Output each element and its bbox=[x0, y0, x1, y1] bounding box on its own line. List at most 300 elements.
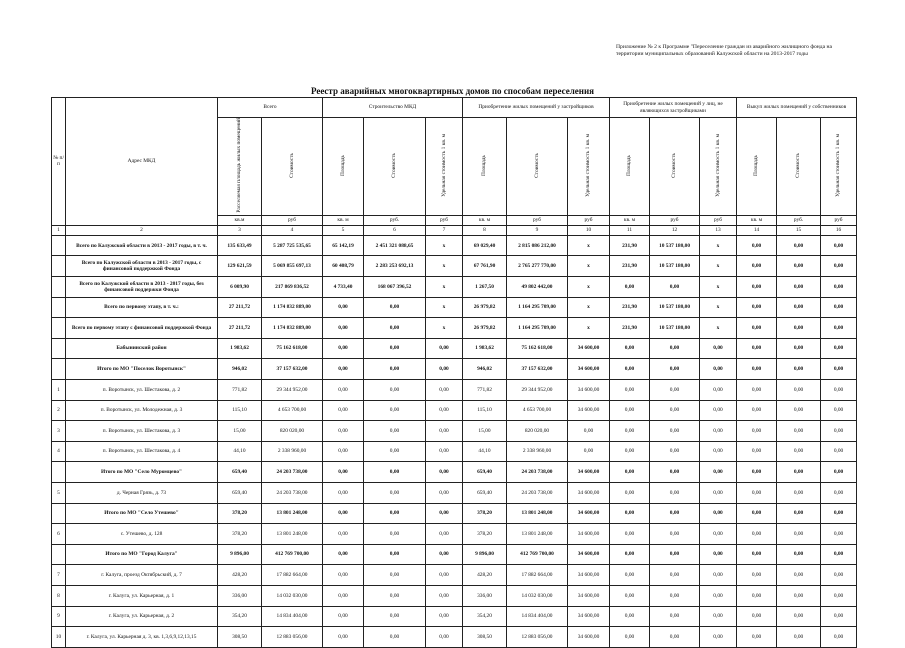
value-cell: 0,00 bbox=[364, 441, 426, 462]
value-cell: 129 621,59 bbox=[218, 256, 262, 277]
value-cell: 0,00 bbox=[323, 338, 364, 359]
value-cell: 0,00 bbox=[650, 400, 700, 421]
row-address: г. Калуга, ул. Карьерная, д. 1 bbox=[66, 585, 218, 606]
row-number bbox=[52, 544, 66, 565]
value-cell: 0,00 bbox=[426, 338, 463, 359]
subheader-developers-area-label: Площадь bbox=[481, 154, 488, 176]
subheader-construction-unit-cost bbox=[426, 118, 463, 216]
row-number bbox=[52, 318, 66, 339]
value-cell: 0,00 bbox=[700, 379, 737, 400]
value-cell: 820 020,00 bbox=[262, 421, 323, 442]
subheader-construction-area bbox=[323, 118, 364, 216]
value-cell: 34 600,00 bbox=[568, 379, 610, 400]
summary-row bbox=[52, 277, 857, 298]
value-cell: 0,00 bbox=[323, 318, 364, 339]
subheader-total-area-label: Расселяемая площадь жилых помещений bbox=[236, 118, 243, 213]
row-address: Всего по Калужской области в 2013 - 2017 годы, с финансовой поддержкой Фонда bbox=[66, 256, 218, 277]
value-cell: 0,00 bbox=[323, 565, 364, 586]
row-address: Всего по первому этапу с финансовой поддержкой Фонда bbox=[66, 318, 218, 339]
value-cell: 0,00 bbox=[737, 627, 777, 648]
value-cell: 0,00 bbox=[650, 585, 700, 606]
subheader-non-developers-unit-cost-label: Удельная стоимость 1 кв. м bbox=[714, 133, 721, 197]
value-cell: 0,00 bbox=[323, 400, 364, 421]
value-cell: 0,00 bbox=[323, 379, 364, 400]
value-cell: 0,00 bbox=[650, 277, 700, 298]
value-cell: 0,00 bbox=[364, 606, 426, 627]
value-cell: 37 157 632,00 bbox=[262, 359, 323, 380]
subheader-non-developers-cost-label: Стоимость bbox=[671, 152, 678, 178]
value-cell: 0,00 bbox=[777, 565, 821, 586]
value-cell: 0,00 bbox=[777, 297, 821, 318]
subheader-buyout-area-label: Площадь bbox=[753, 154, 760, 176]
unit-cell: руб bbox=[700, 215, 737, 225]
value-cell: 13 801 248,00 bbox=[262, 524, 323, 545]
row-address: Итого по МО "Поселок Воротынск" bbox=[66, 359, 218, 380]
value-cell: 75 162 618,00 bbox=[507, 338, 568, 359]
value-cell: 0,00 bbox=[700, 606, 737, 627]
row-address: Всего по первому этапу, в т. ч.: bbox=[66, 297, 218, 318]
value-cell: 217 869 836,52 bbox=[262, 277, 323, 298]
row-number: 1 bbox=[52, 379, 66, 400]
subheader-developers-unit-cost bbox=[568, 118, 610, 216]
row-number: 8 bbox=[52, 585, 66, 606]
value-cell: 2 815 086 212,00 bbox=[507, 235, 568, 256]
row-number: 4 bbox=[52, 441, 66, 462]
value-cell: 0,00 bbox=[737, 462, 777, 483]
row-address: Итого по МО "Город Калуга" bbox=[66, 544, 218, 565]
value-cell: 15,00 bbox=[463, 421, 507, 442]
table-row bbox=[52, 482, 857, 503]
value-cell: 24 203 738,00 bbox=[262, 482, 323, 503]
value-cell: 0,00 bbox=[323, 482, 364, 503]
column-number-cell: 7 bbox=[426, 225, 463, 235]
value-cell: 0,00 bbox=[777, 606, 821, 627]
value-cell: 231,90 bbox=[610, 297, 650, 318]
value-cell: 0,00 bbox=[821, 585, 857, 606]
value-cell: 0,00 bbox=[737, 503, 777, 524]
value-cell: 0,00 bbox=[777, 524, 821, 545]
value-cell: 1 164 295 709,00 bbox=[507, 297, 568, 318]
value-cell: х bbox=[568, 297, 610, 318]
value-cell: 0,00 bbox=[426, 544, 463, 565]
subheader-total-cost-label: Стоимость bbox=[288, 152, 295, 178]
value-cell: 0,00 bbox=[364, 318, 426, 339]
subheader-non-developers-area bbox=[610, 118, 650, 216]
unit-cell: кв. м bbox=[610, 215, 650, 225]
column-number-cell: 1 bbox=[52, 225, 66, 235]
value-cell: 24 203 738,00 bbox=[507, 462, 568, 483]
value-cell: 0,00 bbox=[821, 524, 857, 545]
value-cell: 659,40 bbox=[463, 462, 507, 483]
value-cell: 34 600,00 bbox=[568, 544, 610, 565]
value-cell: 60 408,79 bbox=[323, 256, 364, 277]
value-cell: 412 769 700,00 bbox=[262, 544, 323, 565]
row-number: 6 bbox=[52, 524, 66, 545]
unit-cell: кв. м bbox=[463, 215, 507, 225]
value-cell: 0,00 bbox=[737, 400, 777, 421]
summary-row bbox=[52, 462, 857, 483]
value-cell: 0,00 bbox=[364, 359, 426, 380]
value-cell: 0,00 bbox=[610, 585, 650, 606]
row-address: Итого по МО "Село Муромцево" bbox=[66, 462, 218, 483]
value-cell: 1 267,50 bbox=[463, 277, 507, 298]
value-cell: 26 979,82 bbox=[463, 318, 507, 339]
column-number-cell: 9 bbox=[507, 225, 568, 235]
value-cell: 0,00 bbox=[426, 524, 463, 545]
value-cell: 0,00 bbox=[777, 585, 821, 606]
value-cell: 0,00 bbox=[364, 297, 426, 318]
summary-row bbox=[52, 235, 857, 256]
row-address: г. Калуга, проезд Октябрьский, д. 7 bbox=[66, 565, 218, 586]
unit-cell: руб bbox=[262, 215, 323, 225]
value-cell: 0,00 bbox=[737, 524, 777, 545]
value-cell: 0,00 bbox=[737, 482, 777, 503]
row-number bbox=[52, 235, 66, 256]
value-cell: 0,00 bbox=[821, 297, 857, 318]
value-cell: 0,00 bbox=[777, 277, 821, 298]
value-cell: х bbox=[700, 297, 737, 318]
value-cell: 0,00 bbox=[650, 524, 700, 545]
value-cell: 0,00 bbox=[364, 400, 426, 421]
value-cell: х bbox=[426, 297, 463, 318]
value-cell: 0,00 bbox=[700, 585, 737, 606]
value-cell: 0,00 bbox=[821, 256, 857, 277]
value-cell: 0,00 bbox=[700, 441, 737, 462]
value-cell: х bbox=[426, 277, 463, 298]
subheader-developers-area bbox=[463, 118, 507, 216]
value-cell: 0,00 bbox=[426, 606, 463, 627]
value-cell: 26 979,82 bbox=[463, 297, 507, 318]
row-number bbox=[52, 297, 66, 318]
summary-row bbox=[52, 338, 857, 359]
unit-cell: руб. bbox=[777, 215, 821, 225]
value-cell: 34 600,00 bbox=[568, 338, 610, 359]
value-cell: 0,00 bbox=[610, 338, 650, 359]
subheader-buyout-unit-cost bbox=[821, 118, 857, 216]
value-cell: 29 344 952,00 bbox=[507, 379, 568, 400]
table-row bbox=[52, 421, 857, 442]
value-cell: 0,00 bbox=[426, 462, 463, 483]
value-cell: х bbox=[426, 235, 463, 256]
value-cell: 0,00 bbox=[568, 421, 610, 442]
value-cell: 0,00 bbox=[821, 565, 857, 586]
value-cell: х bbox=[700, 318, 737, 339]
value-cell: 231,90 bbox=[610, 256, 650, 277]
page-title: Реестр аварийных многоквартирных домов по способам переселения bbox=[310, 86, 595, 96]
value-cell: 0,00 bbox=[426, 421, 463, 442]
row-address: д. Черная Грязь, д. 73 bbox=[66, 482, 218, 503]
column-number-cell: 12 bbox=[650, 225, 700, 235]
value-cell: 14 834 404,00 bbox=[262, 606, 323, 627]
value-cell: 0,00 bbox=[700, 338, 737, 359]
value-cell: 0,00 bbox=[737, 318, 777, 339]
row-number: 10 bbox=[52, 627, 66, 648]
value-cell: 27 211,72 bbox=[218, 297, 262, 318]
table-row bbox=[52, 585, 857, 606]
value-cell: 0,00 bbox=[821, 421, 857, 442]
subheader-construction-cost-label: Стоимость bbox=[391, 152, 398, 178]
header-num: № п/п bbox=[52, 98, 66, 226]
row-number bbox=[52, 338, 66, 359]
value-cell: 0,00 bbox=[364, 462, 426, 483]
summary-row bbox=[52, 544, 857, 565]
row-number bbox=[52, 359, 66, 380]
value-cell: 0,00 bbox=[323, 441, 364, 462]
value-cell: 10 537 180,00 bbox=[650, 256, 700, 277]
value-cell: 0,00 bbox=[777, 544, 821, 565]
value-cell: 0,00 bbox=[323, 544, 364, 565]
value-cell: 0,00 bbox=[650, 441, 700, 462]
value-cell: 1 983,62 bbox=[218, 338, 262, 359]
value-cell: 308,50 bbox=[463, 627, 507, 648]
value-cell: 115,10 bbox=[218, 400, 262, 421]
subheader-total-cost bbox=[262, 118, 323, 216]
value-cell: 0,00 bbox=[323, 297, 364, 318]
summary-row bbox=[52, 256, 857, 277]
unit-cell: руб bbox=[568, 215, 610, 225]
unit-cell: кв. м bbox=[323, 215, 364, 225]
value-cell: 0,00 bbox=[323, 421, 364, 442]
value-cell: 378,20 bbox=[463, 503, 507, 524]
value-cell: 0,00 bbox=[737, 606, 777, 627]
unit-cell: руб. bbox=[364, 215, 426, 225]
row-address: п. Воротынск, ул. Молодежная, д. 3 bbox=[66, 400, 218, 421]
table-row bbox=[52, 524, 857, 545]
value-cell: 308,50 bbox=[218, 627, 262, 648]
value-cell: 0,00 bbox=[821, 338, 857, 359]
row-number: 7 bbox=[52, 565, 66, 586]
row-address: Всего по Калужской области в 2013 - 2017 годы, в т. ч. bbox=[66, 235, 218, 256]
value-cell: 34 600,00 bbox=[568, 462, 610, 483]
subheader-developers-cost-label: Стоимость bbox=[533, 152, 540, 178]
value-cell: 0,00 bbox=[364, 482, 426, 503]
value-cell: 69 029,40 bbox=[463, 235, 507, 256]
value-cell: 0,00 bbox=[821, 379, 857, 400]
value-cell: 0,00 bbox=[700, 421, 737, 442]
value-cell: 49 802 442,00 bbox=[507, 277, 568, 298]
value-cell: 6 009,90 bbox=[218, 277, 262, 298]
row-number bbox=[52, 256, 66, 277]
value-cell: 0,00 bbox=[700, 482, 737, 503]
column-number-cell: 16 bbox=[821, 225, 857, 235]
value-cell: 0,00 bbox=[700, 400, 737, 421]
value-cell: 0,00 bbox=[777, 235, 821, 256]
value-cell: 0,00 bbox=[610, 544, 650, 565]
value-cell: 231,90 bbox=[610, 318, 650, 339]
value-cell: 0,00 bbox=[610, 462, 650, 483]
value-cell: 1 164 295 709,00 bbox=[507, 318, 568, 339]
value-cell: 0,00 bbox=[650, 421, 700, 442]
value-cell: 0,00 bbox=[777, 338, 821, 359]
value-cell: х bbox=[568, 235, 610, 256]
value-cell: 34 600,00 bbox=[568, 503, 610, 524]
group-construction: Строительство МКД bbox=[323, 98, 463, 118]
value-cell: 0,00 bbox=[737, 565, 777, 586]
value-cell: х bbox=[568, 256, 610, 277]
value-cell: 0,00 bbox=[650, 544, 700, 565]
column-number-cell: 15 bbox=[777, 225, 821, 235]
value-cell: 0,00 bbox=[323, 462, 364, 483]
value-cell: 0,00 bbox=[426, 379, 463, 400]
value-cell: 9 896,00 bbox=[218, 544, 262, 565]
value-cell: 67 761,90 bbox=[463, 256, 507, 277]
value-cell: 44,10 bbox=[218, 441, 262, 462]
value-cell: 1 174 832 889,00 bbox=[262, 297, 323, 318]
value-cell: 34 600,00 bbox=[568, 400, 610, 421]
value-cell: 2 765 277 770,00 bbox=[507, 256, 568, 277]
value-cell: 0,00 bbox=[821, 482, 857, 503]
column-number-cell: 8 bbox=[463, 225, 507, 235]
value-cell: 0,00 bbox=[777, 462, 821, 483]
value-cell: 65 142,19 bbox=[323, 235, 364, 256]
registry-table bbox=[51, 97, 857, 648]
value-cell: 2 451 321 088,65 bbox=[364, 235, 426, 256]
subheader-buyout-area bbox=[737, 118, 777, 216]
value-cell: 0,00 bbox=[364, 627, 426, 648]
value-cell: 17 882 664,00 bbox=[507, 565, 568, 586]
value-cell: 231,90 bbox=[610, 235, 650, 256]
value-cell: 0,00 bbox=[777, 503, 821, 524]
value-cell: 0,00 bbox=[777, 359, 821, 380]
value-cell: 34 600,00 bbox=[568, 606, 610, 627]
value-cell: 0,00 bbox=[777, 441, 821, 462]
value-cell: 0,00 bbox=[426, 627, 463, 648]
value-cell: 75 162 618,00 bbox=[262, 338, 323, 359]
value-cell: 37 157 632,00 bbox=[507, 359, 568, 380]
value-cell: 412 769 700,00 bbox=[507, 544, 568, 565]
value-cell: 15,00 bbox=[218, 421, 262, 442]
value-cell: 0,00 bbox=[821, 462, 857, 483]
subheader-buyout-cost-label: Стоимость bbox=[795, 152, 802, 178]
value-cell: 5 069 855 697,13 bbox=[262, 256, 323, 277]
value-cell: 2 283 253 692,13 bbox=[364, 256, 426, 277]
value-cell: 0,00 bbox=[650, 606, 700, 627]
unit-cell: кв. м bbox=[737, 215, 777, 225]
value-cell: 1 983,62 bbox=[463, 338, 507, 359]
header-address: Адрес МКД bbox=[66, 98, 218, 226]
value-cell: 0,00 bbox=[568, 441, 610, 462]
value-cell: 0,00 bbox=[737, 585, 777, 606]
value-cell: 27 211,72 bbox=[218, 318, 262, 339]
table-row bbox=[52, 400, 857, 421]
value-cell: 771,82 bbox=[218, 379, 262, 400]
value-cell: 659,40 bbox=[218, 462, 262, 483]
row-number: 2 bbox=[52, 400, 66, 421]
value-cell: х bbox=[426, 318, 463, 339]
value-cell: 0,00 bbox=[737, 338, 777, 359]
value-cell: 0,00 bbox=[323, 503, 364, 524]
value-cell: 0,00 bbox=[650, 627, 700, 648]
value-cell: 1 174 832 889,00 bbox=[262, 318, 323, 339]
subheader-buyout-cost bbox=[777, 118, 821, 216]
value-cell: 0,00 bbox=[364, 379, 426, 400]
value-cell: 0,00 bbox=[610, 606, 650, 627]
value-cell: 378,20 bbox=[218, 503, 262, 524]
row-address: г. Калуга, ул. Карьерная д. 3, кв. 1,3,6,9,12,13,15 bbox=[66, 627, 218, 648]
value-cell: 946,02 bbox=[218, 359, 262, 380]
group-buyout: Выкуп жилых помещений у собственников bbox=[737, 98, 857, 118]
value-cell: 0,00 bbox=[650, 565, 700, 586]
value-cell: 659,40 bbox=[218, 482, 262, 503]
row-number bbox=[52, 277, 66, 298]
row-address: Всего по Калужской области в 2013 - 2017 годы, без финансовой поддержки Фонда bbox=[66, 277, 218, 298]
value-cell: 0,00 bbox=[610, 565, 650, 586]
subheader-non-developers-unit-cost bbox=[700, 118, 737, 216]
value-cell: 0,00 bbox=[323, 627, 364, 648]
row-address: Бабынинский район bbox=[66, 338, 218, 359]
table-row bbox=[52, 606, 857, 627]
summary-row bbox=[52, 503, 857, 524]
value-cell: 12 883 056,00 bbox=[507, 627, 568, 648]
value-cell: 428,20 bbox=[463, 565, 507, 586]
value-cell: 29 344 952,00 bbox=[262, 379, 323, 400]
value-cell: 0,00 bbox=[610, 400, 650, 421]
value-cell: 354,20 bbox=[218, 606, 262, 627]
value-cell: 0,00 bbox=[650, 462, 700, 483]
value-cell: 0,00 bbox=[700, 503, 737, 524]
value-cell: 0,00 bbox=[364, 503, 426, 524]
value-cell: 0,00 bbox=[426, 585, 463, 606]
subheader-construction-area-label: Площадь bbox=[339, 154, 346, 176]
value-cell: 378,20 bbox=[218, 524, 262, 545]
value-cell: 24 203 738,00 bbox=[262, 462, 323, 483]
value-cell: 0,00 bbox=[737, 297, 777, 318]
value-cell: 0,00 bbox=[323, 606, 364, 627]
value-cell: 0,00 bbox=[364, 544, 426, 565]
row-address: п. Воротынск, ул. Шестакова, д. 4 bbox=[66, 441, 218, 462]
value-cell: 0,00 bbox=[821, 318, 857, 339]
value-cell: 0,00 bbox=[700, 359, 737, 380]
value-cell: 946,02 bbox=[463, 359, 507, 380]
appendix-note: Приложение № 2 к Программе "Переселение граждан из аварийного жилищного фонда на территории муниципальных образований Калужской области на 2013-2017 годы bbox=[616, 44, 832, 58]
value-cell: 0,00 bbox=[426, 482, 463, 503]
value-cell: 12 883 056,00 bbox=[262, 627, 323, 648]
value-cell: 0,00 bbox=[610, 277, 650, 298]
value-cell: 0,00 bbox=[737, 359, 777, 380]
value-cell: 0,00 bbox=[777, 482, 821, 503]
unit-cell: руб bbox=[650, 215, 700, 225]
column-number-cell: 2 bbox=[66, 225, 218, 235]
value-cell: 14 834 404,00 bbox=[507, 606, 568, 627]
row-address: п. Воротынск, ул. Шестакова, д. 3 bbox=[66, 421, 218, 442]
column-number-cell: 10 bbox=[568, 225, 610, 235]
subheader-construction-unit-cost-label: Удельная стоимость 1 кв. м bbox=[440, 133, 447, 197]
value-cell: 0,00 bbox=[821, 441, 857, 462]
value-cell: 4 733,40 bbox=[323, 277, 364, 298]
value-cell: 0,00 bbox=[777, 400, 821, 421]
column-number-cell: 14 bbox=[737, 225, 777, 235]
unit-cell: руб bbox=[426, 215, 463, 225]
value-cell: 0,00 bbox=[821, 400, 857, 421]
value-cell: х bbox=[700, 256, 737, 277]
table-row bbox=[52, 441, 857, 462]
value-cell: 0,00 bbox=[610, 482, 650, 503]
value-cell: 0,00 bbox=[650, 379, 700, 400]
row-number: 9 bbox=[52, 606, 66, 627]
value-cell: 0,00 bbox=[821, 235, 857, 256]
value-cell: 10 537 180,00 bbox=[650, 318, 700, 339]
value-cell: 17 882 664,00 bbox=[262, 565, 323, 586]
row-address: с. Утешево, д. 128 bbox=[66, 524, 218, 545]
value-cell: 9 896,00 bbox=[463, 544, 507, 565]
value-cell: 336,00 bbox=[463, 585, 507, 606]
column-number-cell: 6 bbox=[364, 225, 426, 235]
value-cell: 0,00 bbox=[323, 359, 364, 380]
table-row bbox=[52, 627, 857, 648]
column-number-cell: 5 bbox=[323, 225, 364, 235]
value-cell: 168 067 396,52 bbox=[364, 277, 426, 298]
value-cell: 2 338 960,00 bbox=[262, 441, 323, 462]
